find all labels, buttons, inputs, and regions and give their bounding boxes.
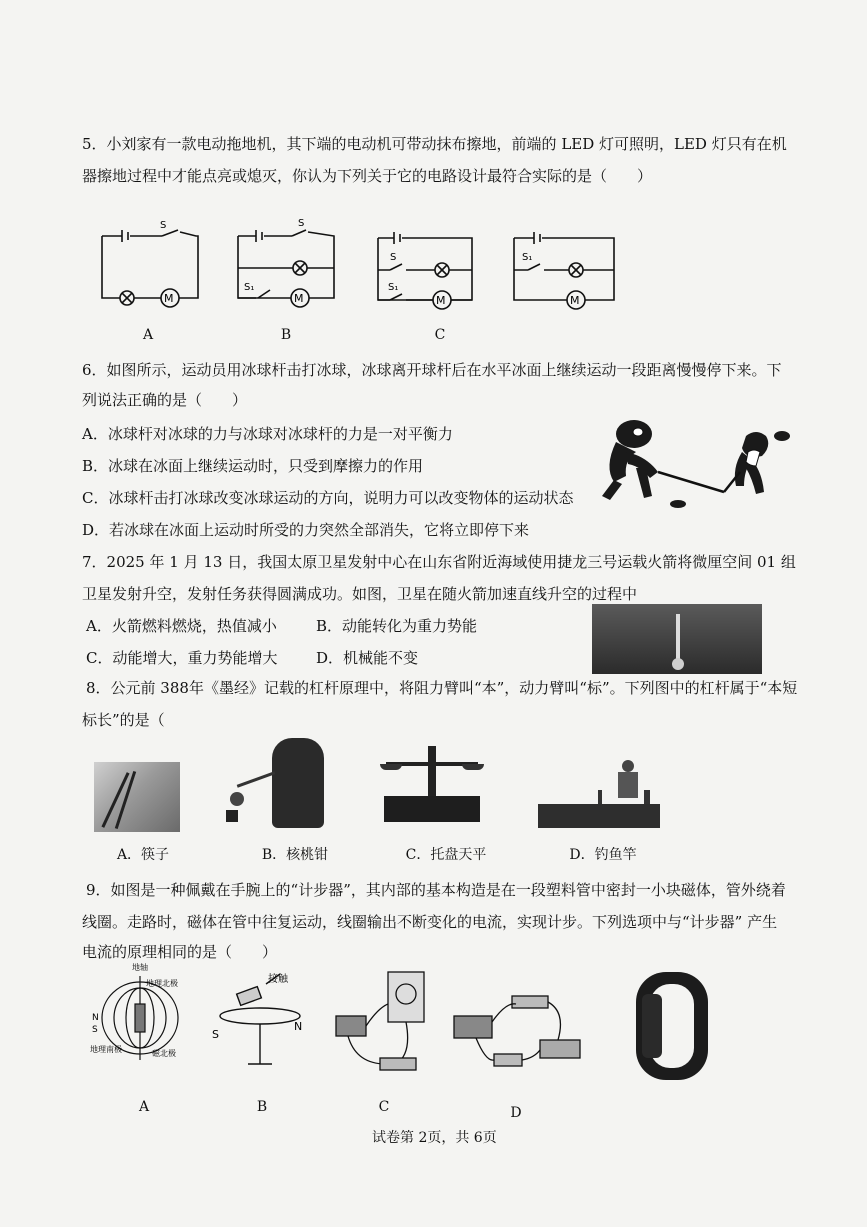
svg-text:M: M xyxy=(436,294,446,307)
q6-stem-line1: 6．如图所示，运动员用冰球杆击打冰球，冰球离开球杆后在水平冰面上继续运动一段距离慢慢停下来。下 xyxy=(82,361,782,379)
q9-caption-a: A xyxy=(138,1099,150,1115)
q8-caption-c: C．托盘天平 xyxy=(405,847,487,863)
diagram-a-br-label: 磁北极 xyxy=(152,1049,176,1058)
q9-caption-c: C xyxy=(378,1099,390,1115)
circuit-diagram-b xyxy=(236,220,336,306)
q6-stem-line2: 列说法正确的是（ ） xyxy=(82,391,248,409)
q5-option-c-label: C xyxy=(434,327,446,343)
svg-text:M: M xyxy=(294,292,304,305)
q7-option-b: B．动能转化为重力势能 xyxy=(316,617,478,635)
q6-option-c: C．冰球杆击打冰球改变冰球运动的方向，说明力可以改变物体的运动状态 xyxy=(82,489,574,507)
svg-text:M: M xyxy=(570,294,580,307)
electromagnet-circuit-diagram xyxy=(446,992,586,1082)
svg-text:S₁: S₁ xyxy=(388,282,399,293)
wristband-pedometer-photo xyxy=(630,966,714,1086)
q8-caption-b: B．核桃钳 xyxy=(261,847,329,863)
circuit-diagram-c xyxy=(376,224,474,308)
svg-text:S: S xyxy=(390,252,397,263)
q6-option-a: A．冰球杆对冰球的力与冰球对冰球杆的力是一对平衡力 xyxy=(82,425,453,443)
fishing-rod-photo xyxy=(538,760,660,830)
q7-option-a: A．火箭燃料燃烧，热值减小 xyxy=(86,617,277,635)
q7-stem-line2: 卫星发射升空，发射任务获得圆满成功。如图，卫星在随火箭加速直线升空的过程中 xyxy=(82,585,638,603)
q6-option-d: D．若冰球在冰面上运动时所受的力突然全部消失，它将立即停下来 xyxy=(82,521,530,539)
q7-option-c: C．动能增大，重力势能增大 xyxy=(86,649,278,667)
diagram-a-top-label: 地轴 xyxy=(132,963,148,972)
diagram-a-bl-label: 地理南极 xyxy=(90,1045,122,1054)
q8-stem-line1: 8．公元前 388年《墨经》记载的杠杆原理中，将阻力臂叫“本”，动力臂叫“标”。下列图中的杠杆属于“本短 xyxy=(86,679,798,697)
q8-caption-a: A．筷子 xyxy=(116,847,170,863)
q7-stem-line1: 7．2025 年 1 月 13 日，我国太原卫星发射中心在山东省附近海域使用捷龙三号运载火箭将微厘空间 01 组 xyxy=(82,553,796,571)
q8-stem-line2: 标长”的是（ xyxy=(82,711,165,729)
q5-stem-line1: 5．小刘家有一款电动拖地机，其下端的电动机可带动抹布擦地，前端的 LED 灯可照明，LED 灯只有在机 xyxy=(82,135,787,153)
q9-caption-d: D xyxy=(510,1105,522,1121)
rocket-launch-photo xyxy=(592,604,762,674)
q9-stem-line1: 9．如图是一种佩戴在手腕上的“计步器”，其内部的基本构造是在一段塑料管中密封一小块磁体，管外绕着 xyxy=(86,881,786,899)
diagram-a-s-label: S xyxy=(92,1025,98,1035)
q8-caption-d: D．钓鱼竿 xyxy=(569,847,637,863)
chopsticks-photo xyxy=(94,762,180,832)
ice-hockey-illustration xyxy=(596,412,792,512)
diagram-b-n-label: N xyxy=(294,1020,303,1033)
svg-text:S₁: S₁ xyxy=(522,252,533,263)
svg-text:S: S xyxy=(298,218,305,229)
diagram-a-n-label: N xyxy=(92,1013,99,1023)
q7-option-d: D．机械能不变 xyxy=(316,649,419,667)
q5-stem-line2: 器擦地过程中才能点亮或熄灭，你认为下列关于它的电路设计最符合实际的是（ ） xyxy=(82,167,653,185)
circuit-diagram-a xyxy=(100,222,202,304)
earth-magnetic-field-diagram xyxy=(90,960,190,1070)
svg-text:S₁: S₁ xyxy=(244,282,255,293)
diagram-a-tr-label: 地理北极 xyxy=(146,979,178,988)
magnet-pivot-diagram xyxy=(210,970,310,1070)
balance-scale-photo xyxy=(376,742,488,826)
page-footer: 试卷第 2页，共 6页 xyxy=(372,1130,497,1146)
diagram-b-top-label: 接触 xyxy=(268,974,288,985)
q5-option-b-label: B xyxy=(280,327,292,343)
galvanometer-circuit-diagram xyxy=(326,968,436,1076)
q6-option-b: B．冰球在冰面上继续运动时，只受到摩擦力的作用 xyxy=(82,457,424,475)
diagram-b-s-label: S xyxy=(212,1028,219,1041)
svg-text:M: M xyxy=(164,292,174,305)
svg-text:S: S xyxy=(160,220,167,231)
q9-stem-line2: 线圈。走路时，磁体在管中往复运动，线圈输出不断变化的电流，实现计步。下列选项中与“计步器” 产生 xyxy=(82,913,778,931)
q9-caption-b: B xyxy=(256,1099,268,1115)
circuit-diagram-d xyxy=(512,224,616,308)
q9-stem-line3: 电流的原理相同的是（ ） xyxy=(82,943,278,961)
q5-option-a-label: A xyxy=(142,327,154,343)
nutcracker-photo xyxy=(226,738,326,832)
